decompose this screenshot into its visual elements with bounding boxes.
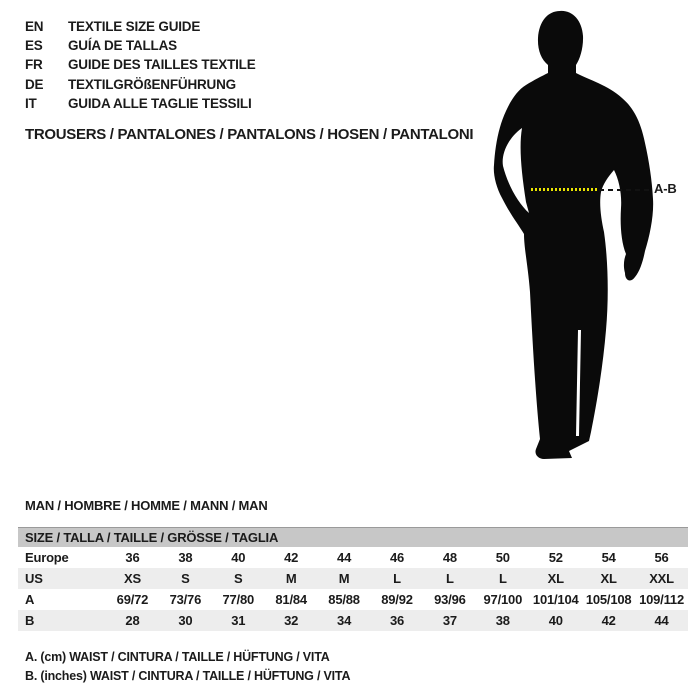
table-row-b-inches <box>18 610 688 631</box>
table-row-europe <box>18 547 688 568</box>
language-code: ES <box>25 38 43 54</box>
language-code: IT <box>25 95 37 111</box>
table-cell: 37 <box>442 613 457 628</box>
note-a: A. (cm) WAIST / CINTURA / TAILLE / HÜFTUNG / VITA <box>25 650 330 664</box>
table-cell: 97/100 <box>483 592 523 607</box>
language-code: EN <box>25 19 44 34</box>
language-row <box>25 36 256 55</box>
table-cell: 30 <box>178 613 193 628</box>
man-silhouette-svg <box>488 8 663 463</box>
note-b: B. (inches) WAIST / CINTURA / TAILLE / HÜFTUNG / VITA <box>25 668 351 683</box>
table-row-a-cm <box>18 589 688 610</box>
table-cell: 42 <box>284 550 299 565</box>
table-cell: 109/112 <box>639 592 684 607</box>
table-cell: 56 <box>654 550 669 565</box>
table-cell: 38 <box>178 550 193 565</box>
table-cell: XL <box>547 571 564 586</box>
table-cell: M <box>285 571 297 586</box>
table-cell: 28 <box>125 613 140 628</box>
table-cell: XXL <box>649 571 674 586</box>
table-cell: 54 <box>601 550 616 565</box>
section-heading: MAN / HOMBRE / HOMME / MANN / MAN <box>25 498 268 513</box>
table-cell: 44 <box>654 613 669 628</box>
man-silhouette <box>488 8 663 463</box>
language-title: GUIDA ALLE TAGLIE TESSILI <box>68 95 252 111</box>
table-cell: 52 <box>548 550 563 565</box>
table-row-us <box>18 568 688 589</box>
table-cell: S <box>234 571 243 586</box>
table-cell: 36 <box>389 613 405 628</box>
table-cell: 89/92 <box>381 592 413 607</box>
table-cell: XL <box>600 571 617 586</box>
language-row <box>25 75 256 94</box>
table-cell: L <box>446 571 454 586</box>
table-cell: 105/108 <box>585 592 632 607</box>
language-title: TEXTILE SIZE GUIDE <box>68 19 201 34</box>
row-label: A <box>25 592 35 607</box>
language-code: FR <box>25 57 43 73</box>
table-cell: M <box>338 571 350 586</box>
table-cell: 73/76 <box>169 592 202 607</box>
language-code: DE <box>25 76 44 92</box>
size-table-header: SIZE / TALLA / TAILLE / GRÖSSE / TAGLIA <box>18 527 688 547</box>
row-label: US <box>25 571 43 586</box>
language-list <box>25 17 256 113</box>
table-cell: 40 <box>548 613 563 628</box>
language-title: GUÍA DE TALLAS <box>68 38 177 54</box>
table-cell: 101/104 <box>532 592 579 607</box>
table-cell: 31 <box>231 613 246 628</box>
table-cell: 46 <box>389 550 405 565</box>
table-cell: XS <box>123 571 141 586</box>
row-label: B <box>25 613 35 628</box>
waist-line-dashes <box>599 189 651 191</box>
table-cell: 77/80 <box>222 592 255 607</box>
table-cell: 38 <box>495 613 510 628</box>
table-cell: 48 <box>442 550 457 565</box>
size-table <box>18 527 688 631</box>
table-cell: 93/96 <box>434 592 466 607</box>
table-cell: 85/88 <box>328 592 360 607</box>
table-cell: 34 <box>337 613 352 628</box>
language-title: TEXTILGRÖßENFÜHRUNG <box>68 76 236 92</box>
table-cell: 36 <box>125 550 140 565</box>
language-row <box>25 55 256 74</box>
measure-notes <box>25 648 350 685</box>
language-title: GUIDE DES TAILLES TEXTILE <box>68 57 256 73</box>
garment-heading: TROUSERS / PANTALONES / PANTALONS / HOSEN / PANTALONI <box>25 126 474 143</box>
table-cell: 32 <box>284 613 299 628</box>
table-cell: L <box>498 571 507 586</box>
table-cell: L <box>393 571 401 586</box>
language-row <box>25 94 256 113</box>
table-cell: 40 <box>231 550 246 565</box>
table-cell: 42 <box>601 613 616 628</box>
measure-label: A-B <box>654 181 677 196</box>
table-cell: 81/84 <box>275 592 307 607</box>
waist-line-dots <box>531 188 599 191</box>
table-cell: S <box>181 571 190 586</box>
table-cell: 69/72 <box>116 592 149 607</box>
row-label: Europe <box>25 550 69 565</box>
table-cell: 50 <box>495 550 510 565</box>
language-row <box>25 17 256 36</box>
table-cell: 44 <box>337 550 352 565</box>
